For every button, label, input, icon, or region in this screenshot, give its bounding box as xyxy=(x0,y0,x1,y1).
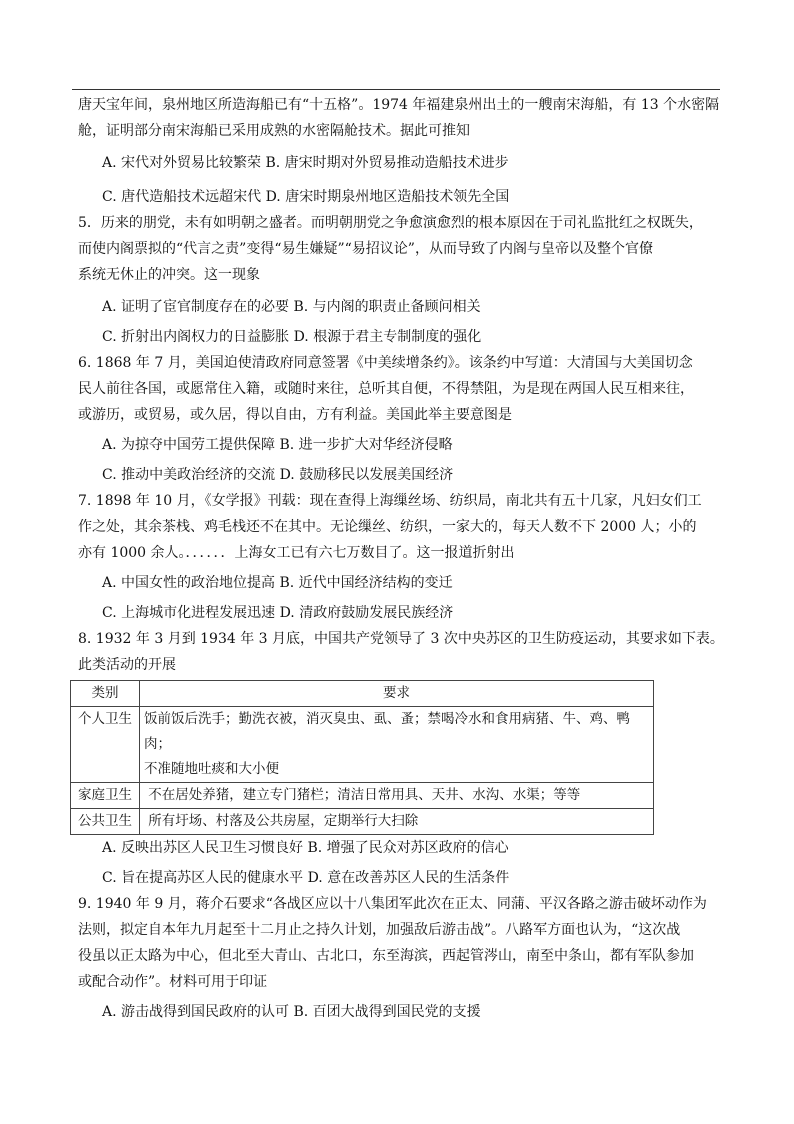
question-line: 或配合动作”。材料可用于印证 xyxy=(78,974,268,990)
question-line: 5．历来的朋党，未有如明朝之盛者。而明朝朋党之争愈演愈烈的根本原因在于司礼监批红之权既失， xyxy=(78,215,703,231)
table-row xyxy=(71,707,654,783)
answer-options: A. 中国女性的政治地位提高 B. 近代中国经济结构的变迁 xyxy=(102,575,453,591)
answer-options: C. 旨在提高苏区人民的健康水平 D. 意在改善苏区人民的生活条件 xyxy=(102,870,510,886)
answer-options: A. 游击战得到国民政府的认可 B. 百团大战得到国民党的支援 xyxy=(102,1004,481,1020)
table-cell-requirement: 不在居处养猪，建立专门猪栏；清洁日常用具、天井、水沟、水渠；等等 xyxy=(140,783,654,809)
question-line: 系统无休止的冲突。这一现象 xyxy=(78,267,260,283)
question-line: 法则，拟定自本年九月起至十二月止之持久计划，加强敌后游击战”。八路军方面也认为，“这次战 xyxy=(78,922,681,938)
table-header-cell: 要求 xyxy=(140,681,654,707)
question-8 xyxy=(78,626,724,891)
table-cell-line: 饭前饭后洗手；勤洗衣被，消灭臭虫、虱、蚤；禁喝冷水和食用病猪、牛、鸡、鸭肉； xyxy=(144,711,630,752)
question-line: 民人前往各国，或愿常住入籍，或随时来往，总听其自便，不得禁阻，为是现在两国人民互相来往， xyxy=(78,381,694,397)
question-line: 或游历，或贸易，或久居，得以自由，方有利益。美国此举主要意图是 xyxy=(78,407,512,423)
table-row xyxy=(71,809,654,835)
question-line: 役虽以正太路为中心，但北至大青山、古北口，东至海滨，西起管涔山，南至中条山，都有军队参加 xyxy=(78,948,694,964)
hygiene-requirements-table xyxy=(70,680,654,835)
question-5 xyxy=(78,210,718,350)
table-row xyxy=(71,783,654,809)
answer-options: C. 唐代造船技术远超宋代 D. 唐宋时期泉州地区造船技术领先全国 xyxy=(102,189,510,205)
answer-options: C. 上海城市化进程发展迅速 D. 清政府鼓励发展民族经济 xyxy=(102,605,454,621)
answer-options: C. 折射出内阁权力的日益膨胀 D. 根源于君主专制制度的强化 xyxy=(102,329,482,345)
question-line: 7. 1898 年 10 月，《女学报》刊载：现在查得上海缫丝场、纺织局，南北共有五十几家，凡妇女们工 xyxy=(78,493,702,509)
question-6 xyxy=(78,350,718,488)
question-line: 亦有 1000 余人。．．．．．．上海女工已有六七万数目了。这一报道折射出 xyxy=(78,545,515,561)
question-line: 6. 1868 年 7 月，美国迫使清政府同意签署《中美续增条约》。该条约中写道：大清国与大美国切念 xyxy=(78,355,693,371)
table-cell-category: 公共卫生 xyxy=(71,809,140,835)
header-rule xyxy=(72,89,720,90)
table-cell-requirement xyxy=(140,707,654,783)
question-line: 而使内阁票拟的“代言之责”变得“易生嫌疑”“易招议论”，从而导致了内阁与皇帝以及整个官僚 xyxy=(78,241,653,257)
question-line: 舱，证明部分南宋海船已采用成熟的水密隔舱技术。据此可推知 xyxy=(78,123,470,139)
questions xyxy=(78,92,724,1025)
answer-options: C. 推动中美政治经济的交流 D. 鼓励移民以发展美国经济 xyxy=(102,467,454,483)
table-cell-line: 不准随地吐痰和大小便 xyxy=(144,761,279,777)
question-line: 8. 1932 年 3 月到 1934 年 3 月底，中国共产党领导了 3 次中央苏区的卫生防疫运动，其要求如下表。 xyxy=(78,631,724,647)
table-header-cell: 类别 xyxy=(71,681,140,707)
question-line: 唐天宝年间，泉州地区所造海船已有“十五格”。1974 年福建泉州出土的一艘南宋海船，有 13 个水密隔 xyxy=(78,97,720,113)
question-9 xyxy=(78,891,718,1025)
table-header-row xyxy=(71,681,654,707)
question-line: 此类活动的开展 xyxy=(78,657,176,673)
question-4 xyxy=(78,92,718,210)
question-line: 9. 1940 年 9 月，蒋介石要求“各战区应以十八集团军此次在正太、同蒲、平汉各路之游击破坏动作为 xyxy=(78,896,707,912)
answer-options: A. 为掠夺中国劳工提供保障 B. 进一步扩大对华经济侵略 xyxy=(102,437,453,453)
answer-options: A. 证明了宦官制度存在的必要 B. 与内阁的职责止备顾问相关 xyxy=(102,299,481,315)
table-cell-category: 家庭卫生 xyxy=(71,783,140,809)
table-cell-requirement: 所有圩场、村落及公共房屋，定期举行大扫除 xyxy=(140,809,654,835)
answer-options: A. 宋代对外贸易比较繁荣 B. 唐宋时期对外贸易推动造船技术进步 xyxy=(102,155,509,171)
table-cell-category: 个人卫生 xyxy=(71,707,140,783)
question-7 xyxy=(78,488,718,626)
question-line: 作之处，其余茶栈、鸡毛栈还不在其中。无论缫丝、纺织，一家大的，每天人数不下 2000 人；小的 xyxy=(78,519,697,535)
answer-options: A. 反映出苏区人民卫生习惯良好 B. 增强了民众对苏区政府的信心 xyxy=(102,840,509,856)
